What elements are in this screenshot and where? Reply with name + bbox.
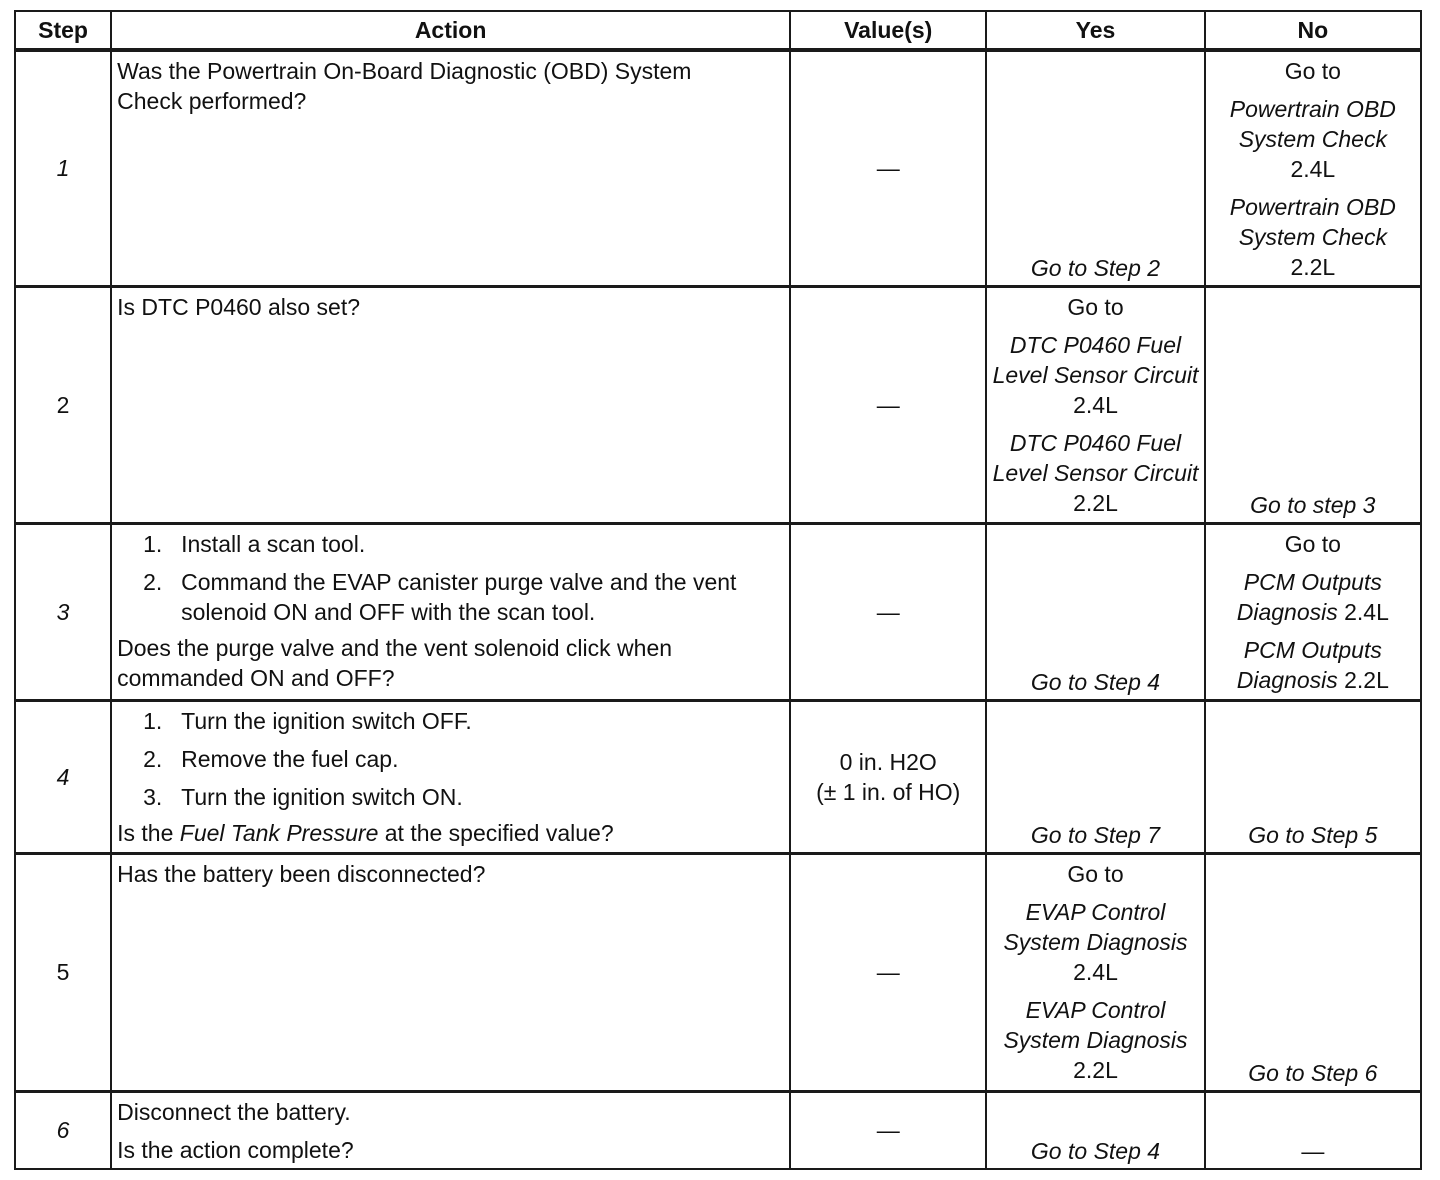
action-question: Is the Fuel Tank Pressure at the specified value?	[117, 819, 614, 846]
no-link[interactable]: Go to step 3	[1250, 491, 1376, 518]
fuel-tank-pressure-term: Fuel Tank Pressure	[179, 819, 379, 846]
yes-cell	[986, 50, 1204, 286]
list-item: 3. Turn the ignition switch ON.	[143, 783, 463, 810]
yes-link-2-4l[interactable]: DTC P0460 Fuel Level Sensor Circuit 2.4L	[992, 331, 1199, 418]
action-cell	[111, 1091, 790, 1169]
no-link-2-4l[interactable]: Powertrain OBD System Check 2.4L	[1229, 96, 1396, 182]
header-step: Step	[15, 11, 111, 50]
action-question: Does the purge valve and the vent solenoid click when commanded ON and OFF?	[117, 634, 673, 691]
action-text: Disconnect the battery.	[117, 1098, 351, 1125]
header-values: Value(s)	[790, 11, 986, 50]
value-line: 0 in. H2O	[839, 748, 937, 775]
no-cell	[1205, 853, 1421, 1091]
yes-link[interactable]: Go to Step 4	[1030, 668, 1161, 695]
no-cell	[1205, 286, 1421, 523]
no-link-2-2l[interactable]: Powertrain OBD System Check 2.2L	[1229, 194, 1396, 280]
header-no: No	[1205, 11, 1421, 50]
value-tolerance: (± 1 in. of HO)	[816, 778, 961, 805]
no-link[interactable]: Go to Step 6	[1248, 1059, 1378, 1086]
step-number: 6	[15, 1091, 111, 1169]
step-number: 4	[15, 700, 111, 853]
table-row	[15, 523, 1421, 700]
yes-cell	[986, 853, 1204, 1091]
action-cell	[111, 50, 790, 286]
value-cell: —	[790, 286, 986, 523]
header-action: Action	[111, 11, 790, 50]
table-row	[15, 50, 1421, 286]
yes-link-2-2l[interactable]: DTC P0460 Fuel Level Sensor Circuit 2.2L	[992, 429, 1199, 516]
diagnostic-table	[14, 10, 1422, 1170]
value-cell: —	[790, 1091, 986, 1169]
yes-cell	[986, 1091, 1204, 1169]
list-item: 1. Install a scan tool.	[143, 530, 366, 557]
go-to-label: Go to	[1067, 293, 1124, 320]
value-cell	[790, 700, 986, 853]
value-cell: —	[790, 523, 986, 700]
no-cell	[1205, 1091, 1421, 1169]
no-cell	[1205, 50, 1421, 286]
no-link[interactable]: Go to Step 5	[1248, 821, 1378, 848]
yes-link[interactable]: Go to Step 4	[1030, 1138, 1161, 1164]
action-text: Has the battery been disconnected?	[117, 860, 486, 887]
yes-cell	[986, 523, 1204, 700]
table-row	[15, 286, 1421, 523]
no-link-2-2l[interactable]: PCM Outputs Diagnosis 2.2L	[1236, 636, 1389, 693]
list-item: 2. Command the EVAP canister purge valve and the vent solenoid ON and OFF with the scan tool.	[143, 568, 737, 625]
go-to-label: Go to	[1284, 58, 1341, 84]
action-cell	[111, 286, 790, 523]
step-number: 2	[15, 286, 111, 523]
action-text: Was the Powertrain On-Board Diagnostic (OBD) System Check performed?	[117, 58, 692, 114]
go-to-label: Go to	[1067, 860, 1124, 887]
no-value: —	[1301, 1138, 1325, 1164]
step-number: 5	[15, 853, 111, 1091]
no-cell	[1205, 523, 1421, 700]
table-row	[15, 1091, 1421, 1169]
step-number: 3	[15, 523, 111, 700]
go-to-label: Go to	[1284, 530, 1341, 557]
yes-cell	[986, 700, 1204, 853]
no-cell	[1205, 700, 1421, 853]
yes-cell	[986, 286, 1204, 523]
yes-link[interactable]: Go to Step 2	[1030, 254, 1161, 281]
yes-link-2-4l[interactable]: EVAP Control System Diagnosis 2.4L	[1003, 898, 1188, 985]
action-text: Is DTC P0460 also set?	[117, 293, 361, 320]
action-cell	[111, 700, 790, 853]
action-cell	[111, 853, 790, 1091]
list-item: 1. Turn the ignition switch OFF.	[143, 707, 472, 734]
action-cell	[111, 523, 790, 700]
no-link-2-4l[interactable]: PCM Outputs Diagnosis 2.4L	[1236, 568, 1389, 625]
header-row	[15, 11, 1421, 50]
table-row	[15, 700, 1421, 853]
value-cell: —	[790, 50, 986, 286]
step-number: 1	[15, 50, 111, 286]
action-question: Is the action complete?	[117, 1136, 354, 1163]
yes-link[interactable]: Go to Step 7	[1030, 821, 1161, 848]
header-yes: Yes	[986, 11, 1204, 50]
table-row	[15, 853, 1421, 1091]
yes-link-2-2l[interactable]: EVAP Control System Diagnosis 2.2L	[1003, 996, 1188, 1083]
value-cell: —	[790, 853, 986, 1091]
list-item: 2. Remove the fuel cap.	[143, 745, 399, 772]
